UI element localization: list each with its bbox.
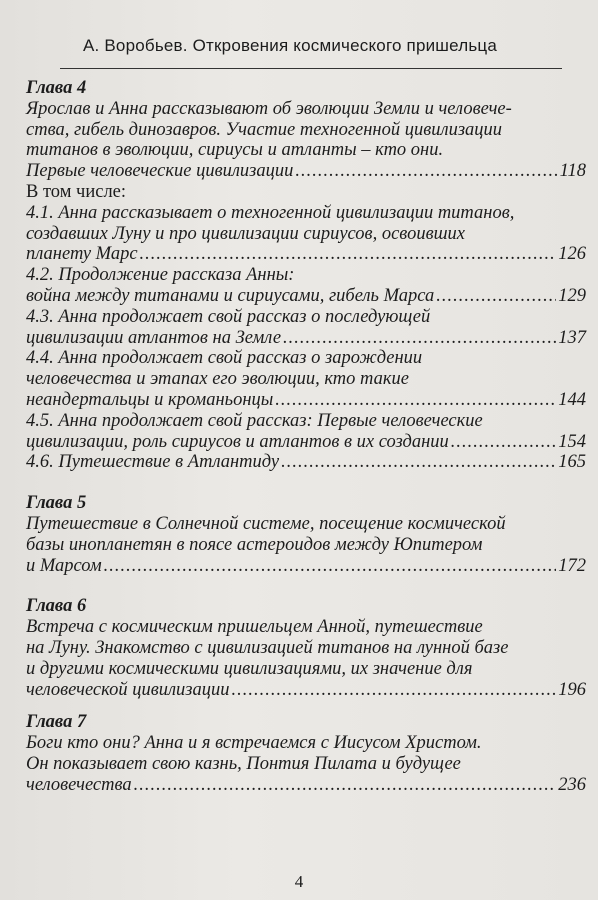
page-number: 4 <box>294 872 304 891</box>
leader-dots <box>134 775 557 796</box>
toc-page-number: 165 <box>558 452 586 473</box>
toc-entry-text: планету Марс <box>26 244 138 265</box>
section-4-1-line: создавших Луну и про цивилизации сириусов, освоивших <box>26 223 466 244</box>
toc-page-number: 137 <box>558 327 586 348</box>
toc-entry-4-4 <box>26 390 586 411</box>
running-header: А. Воробьев. Откровения космического пришельца <box>83 36 497 55</box>
leader-dots <box>232 680 557 701</box>
toc-entry-text: человечества <box>26 774 132 795</box>
chapter-5-title: Глава 5 <box>26 493 87 514</box>
toc-page-number: 154 <box>558 431 586 452</box>
section-4-4-line: человечества и этапах его эволюции, кто такие <box>26 369 409 390</box>
toc-page-number: 118 <box>559 161 586 182</box>
toc-entry-text: война между титанами и сириусами, гибель Марса <box>26 285 435 306</box>
leader-dots <box>281 452 556 473</box>
section-4-4-line: 4.4. Анна продолжает свой рассказ о зарождении <box>26 348 423 369</box>
chapter-5-line: базы инопланетян в поясе астероидов между Юпитером <box>26 534 483 555</box>
toc-entry-text: человеческой цивилизации <box>26 679 230 700</box>
chapter-6-line: Встреча с космическим пришельцем Анной, путешествие <box>26 617 483 638</box>
section-gap <box>26 576 586 596</box>
toc-page-number: 196 <box>558 679 586 700</box>
toc-entry-text: и Марсом <box>26 555 102 576</box>
toc-entry-text: цивилизации атлантов на Земле <box>26 327 282 348</box>
chapter-6-line: и другими космическими цивилизациями, их значение для <box>26 658 473 679</box>
leader-dots <box>104 556 557 577</box>
leader-dots <box>451 432 556 453</box>
header-rule <box>60 68 562 69</box>
leader-dots <box>275 390 556 411</box>
toc-entry-chapter-6 <box>26 680 586 701</box>
toc-entry-4-2 <box>26 286 586 307</box>
chapter-7-line: Боги кто они? Анна и я встречаемся с Иисусом Христом. <box>26 733 482 754</box>
chapter-4-intro-line: Ярослав и Анна рассказывают об эволюции Земли и человече- <box>26 98 512 119</box>
toc-page-number: 172 <box>558 555 586 576</box>
chapter-4-intro-line: ства, гибель динозавров. Участие техногенной цивилизации <box>26 119 503 140</box>
leader-dots <box>283 328 556 349</box>
toc-entry-4-3 <box>26 328 586 349</box>
section-4-2-line: 4.2. Продолжение рассказа Анны: <box>26 265 295 286</box>
chapter-5-line: Путешествие в Солнечной системе, посещение космической <box>26 513 506 534</box>
section-4-5-line: 4.5. Анна продолжает свой рассказ: Первые человеческие <box>26 410 483 431</box>
leader-dots <box>295 161 557 182</box>
section-gap <box>26 700 586 712</box>
toc-entry-4-1 <box>26 244 586 265</box>
toc-entry-chapter-5 <box>26 556 586 577</box>
section-4-3-line: 4.3. Анна продолжает свой рассказ о последующей <box>26 306 431 327</box>
toc-page-number: 144 <box>558 389 586 410</box>
chapter-6-line: на Луну. Знакомство с цивилизацией титанов на лунной базе <box>26 637 509 658</box>
toc-page-number: 129 <box>558 285 586 306</box>
toc-entry-text: 4.6. Путешествие в Атлантиду <box>26 452 280 473</box>
leader-dots <box>140 244 557 265</box>
section-gap <box>26 473 586 493</box>
table-of-contents <box>26 78 586 796</box>
section-4-1-line: 4.1. Анна рассказывает о техногенной цивилизации титанов, <box>26 202 515 223</box>
toc-entry-chapter-7 <box>26 775 586 796</box>
toc-entry-4-5 <box>26 432 586 453</box>
toc-entry-text: цивилизации, роль сириусов и атлантов в их создании <box>26 431 449 452</box>
toc-entry-4-6 <box>26 452 586 473</box>
chapter-7-title: Глава 7 <box>26 712 87 733</box>
chapter-4-intro-line: титанов в эволюции, сириусы и атланты – кто они. <box>26 140 444 161</box>
chapter-7-line: Он показывает свою казнь, Понтия Пилата и будущее <box>26 753 461 774</box>
chapter-6-title: Глава 6 <box>26 596 87 617</box>
toc-entry-text: неандертальцы и кроманьонцы <box>26 389 274 410</box>
toc-page-number: 236 <box>558 774 586 795</box>
chapter-4-title: Глава 4 <box>26 78 87 98</box>
including-label: В том числе: <box>26 181 127 202</box>
leader-dots <box>436 286 556 307</box>
toc-page-number: 126 <box>558 244 586 265</box>
toc-entry-first-civilizations <box>26 161 586 182</box>
toc-entry-text: Первые человеческие цивилизации <box>26 161 294 182</box>
